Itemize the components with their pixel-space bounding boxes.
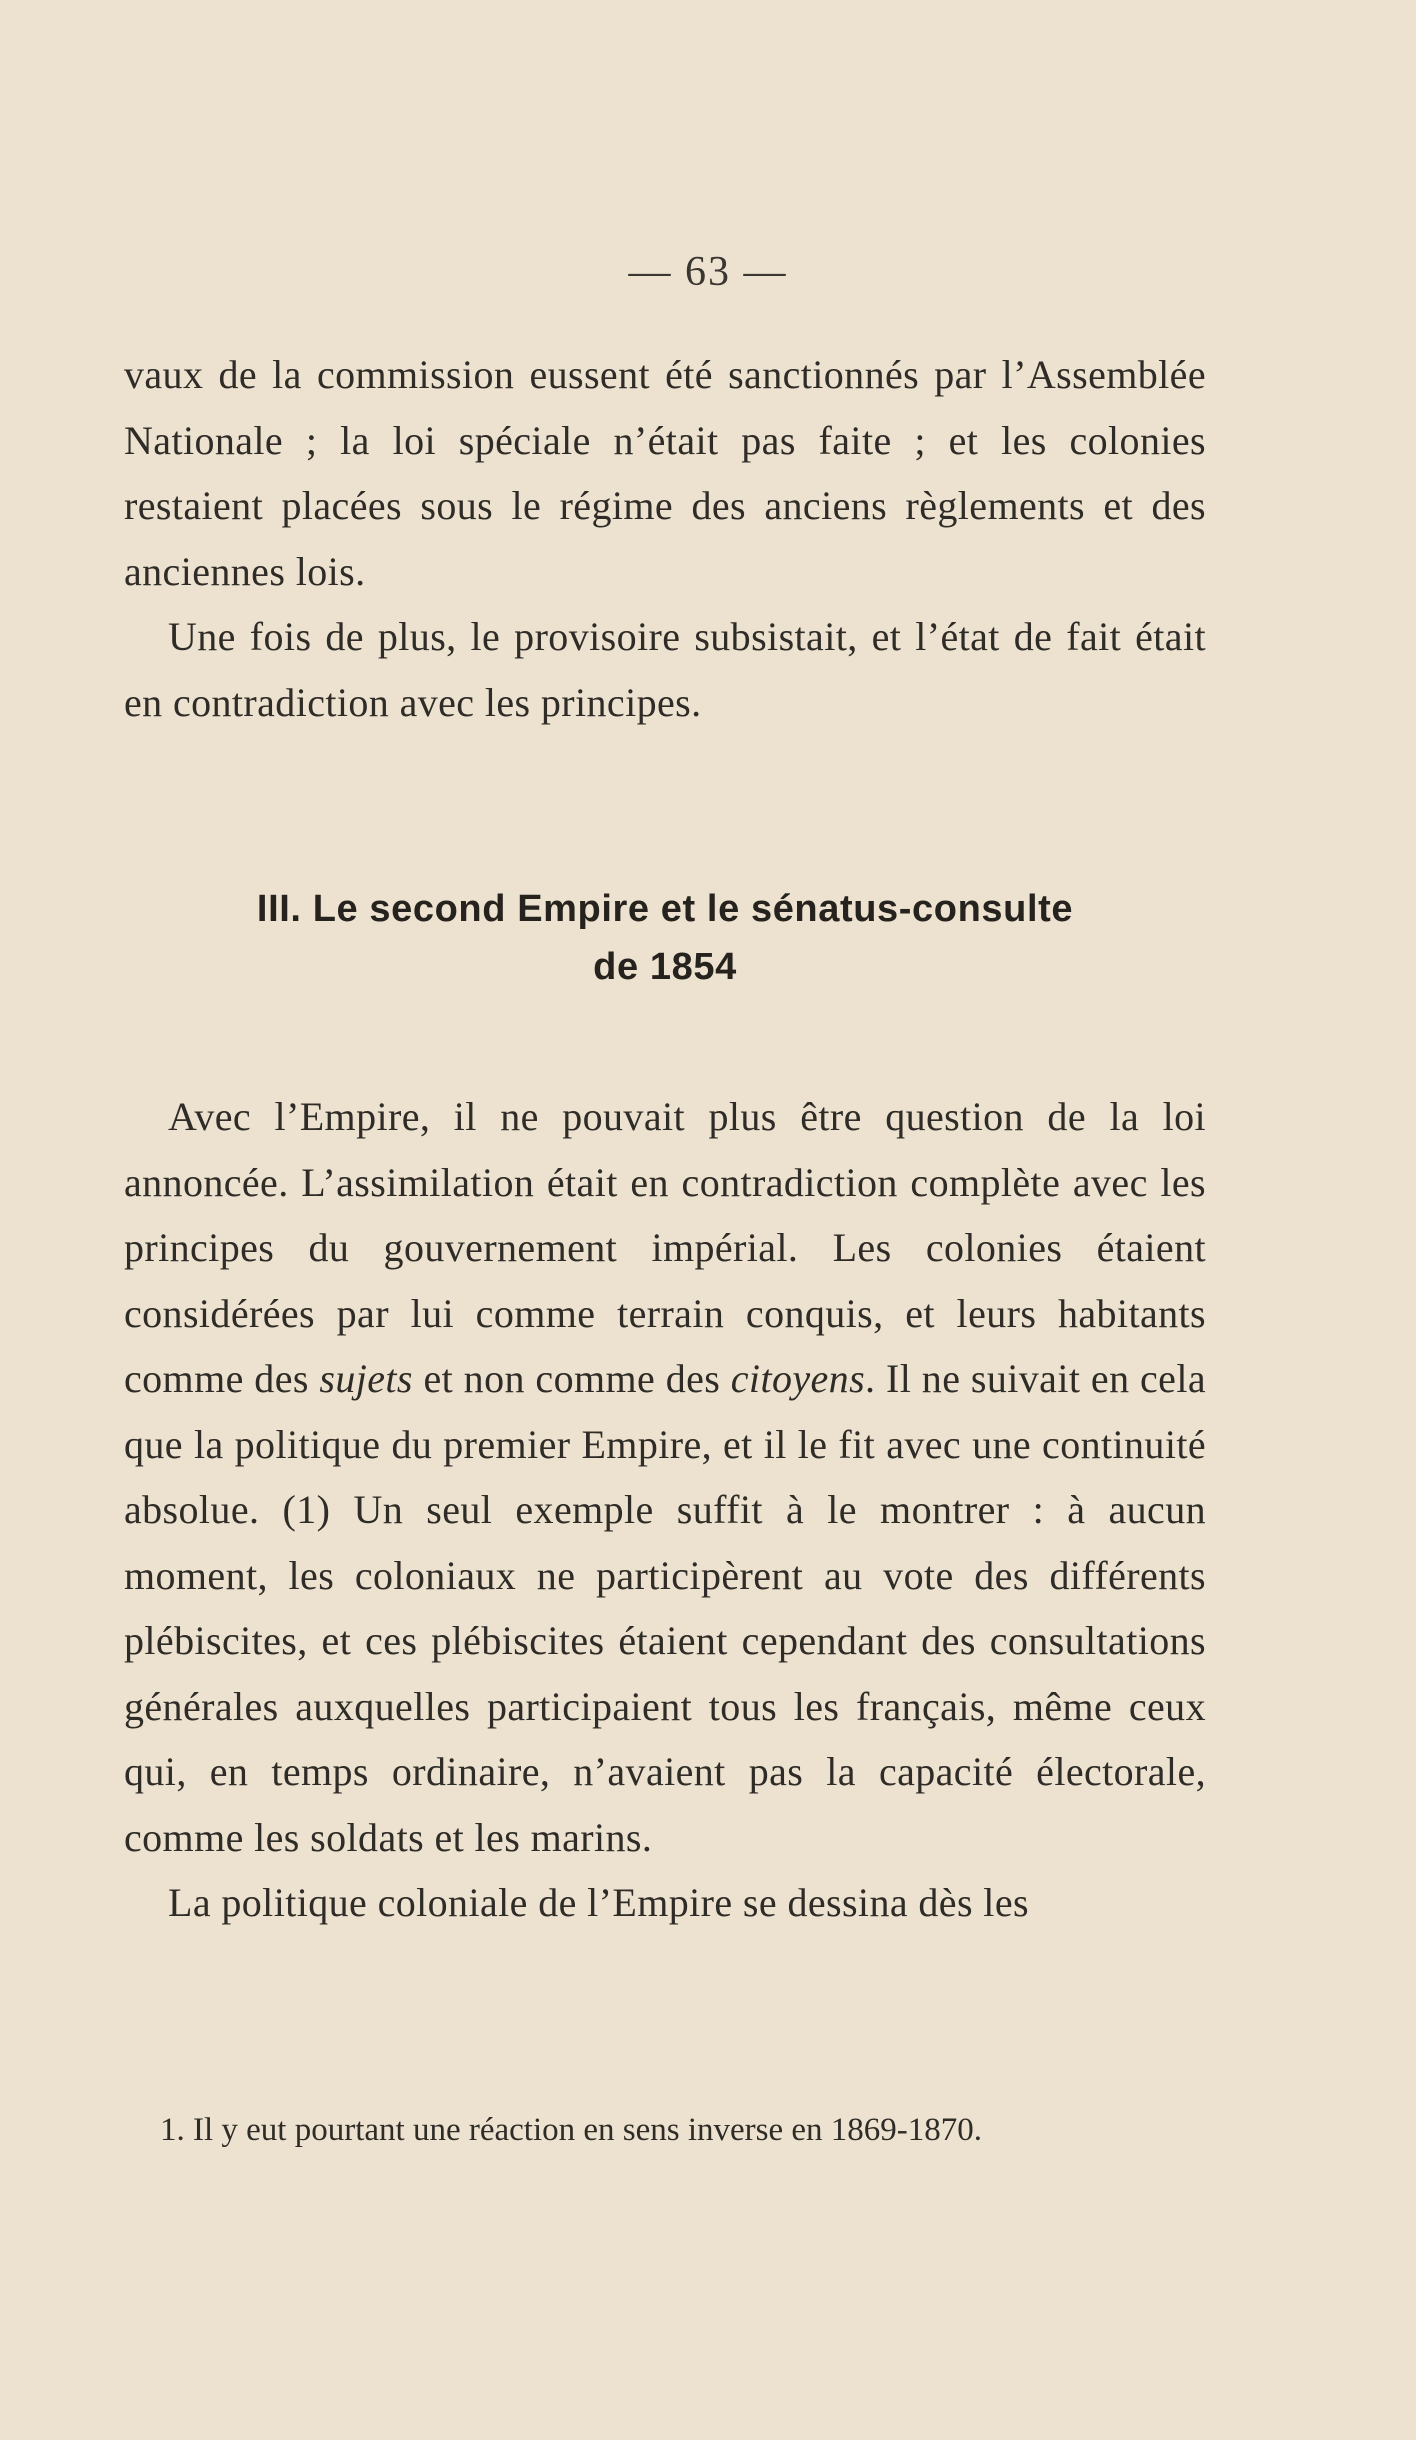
- paragraph-empire-part-2: et non comme des: [412, 1356, 731, 1401]
- text-block-empire: [124, 1084, 1206, 1936]
- footnote: [124, 2108, 1206, 2152]
- section-heading: [124, 880, 1206, 996]
- section-heading-line-2: de 1854: [593, 946, 737, 988]
- paragraph-empire-part-3: . Il ne suivait en cela que la politique du premier Empire, et il le fit avec une continuité absolue. (1) Un seul exemple suffit à le montrer : à aucun moment, les coloniaux ne participèrent au vote des différents plébiscites, et ces plébiscites étaient cependant des consultations générales auxquelles participaient tous les français, même ceux qui, en temps ordinaire, n’avaient pas la capacité électorale, comme les soldats et les marins.: [124, 1356, 1206, 1860]
- paragraph-empire-part-1: Avec l’Empire, il ne pouvait plus être question de la loi annoncée. L’assimilation était en contradiction complète avec les principes du gouvernement impérial. Les colonies étaient considérées par lui comme terrain conquis, et leurs habitants comme des: [124, 1094, 1206, 1401]
- paragraph-empire: [124, 1084, 1206, 1870]
- footnote-text: 1. Il y eut pourtant une réaction en sens inverse en 1869-1870.: [160, 2112, 983, 2148]
- page-number: — 63 —: [628, 249, 788, 295]
- paragraph-politique-coloniale: La politique coloniale de l’Empire se dessina dès les: [168, 1880, 1029, 1925]
- paragraph-continuation: vaux de la commission eussent été sanctionnés par l’Assemblée Nationale ; la loi spéciale n’était pas faite ; et les colonies restaient placées sous le régime des anciens règlements et des anciennes lois.: [124, 352, 1206, 594]
- emphasis-sujets: sujets: [319, 1356, 413, 1401]
- emphasis-citoyens: citoyens: [730, 1356, 866, 1401]
- section-heading-line-1: III. Le second Empire et le sénatus-consulte: [256, 888, 1074, 930]
- text-block-intro: [124, 342, 1206, 735]
- paragraph-provisoire: Une fois de plus, le provisoire subsistait, et l’état de fait était en contradiction avec les principes.: [124, 614, 1206, 725]
